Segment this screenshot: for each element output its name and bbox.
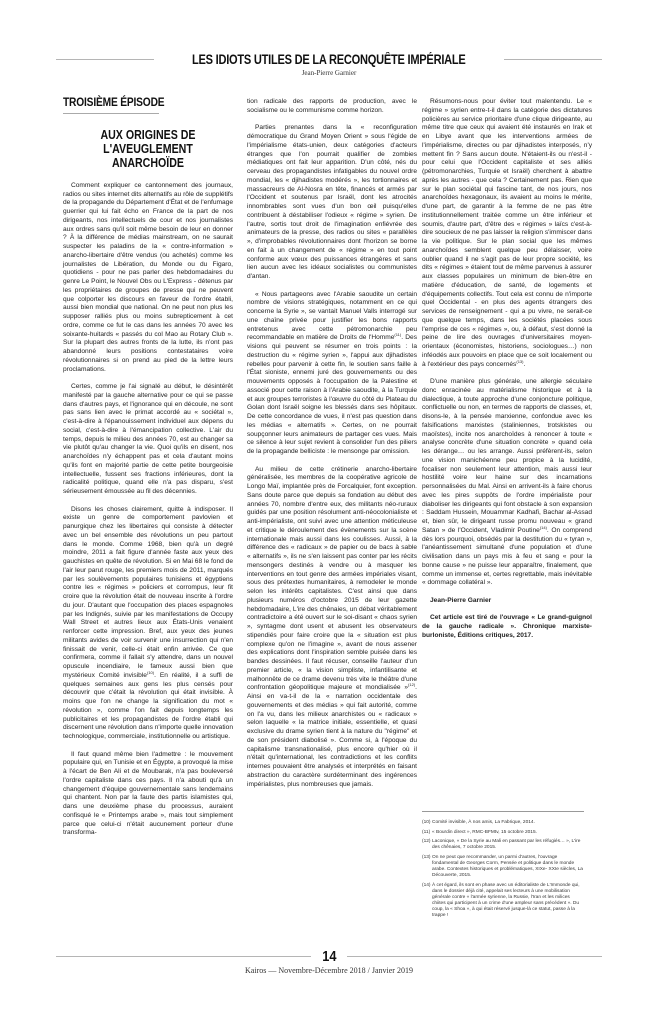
author-signature: Jean-Pierre Garnier [430, 596, 492, 604]
paragraph [422, 378, 592, 588]
episode-rule [63, 113, 159, 114]
article-title: LES IDIOTS UTILES DE LA RECONQUÊTE IMPÉRIALE [192, 52, 466, 67]
page-folio [56, 948, 602, 965]
paragraph-text: Résumons-nous pour éviter tout malentendu. Le « régime » syrien entre-t-il dans la catégorie des dictatures policières au service prioritaire d'une clique dirigeante, au même titre que ceux qui avaient été instaurés en Irak et en Libye avant que les interventions armées de l'impérialisme, directes ou par djihadistes interposés, n'y mettent fin ? Sans aucun doute. N'étaient-ils ou n'est-il - pour celui que l'Occident capitaliste et ses alliés (pétromonarchies, Turquie et Israël) cherchent à abattre après les autres - que cela ? Certainement pas. Rien que sur le plan sociétal qui fascine tant, de nos jours, nos anarchoïdes hexagonaux, ils avaient au moins le mérite, d'une part, de garantir à la femme de ne pas être institutionnellement traitée comme un être inférieur et soumis, d'autre part, d'être des « régimes » laïcs c'est-à-dire soucieux de ne pas laisser la religion s'immiscer dans la vie politique. Sur le plan social que les mêmes anarchoïdes semblent quelque peu délaisser, voire oublier quand il ne s'agit pas de leur propre société, les dits « régimes » étaient tout de même parvenus à assurer aux classes populaires un minimum de bien-être en matière d'éducation, de santé, de logements et d'équipements collectifs. Tout cela est connu de n'importe quel Occidental - en plus des agents étrangers des services de renseignement - qui a pu vivre, ne serait-ce que quelque temps, dans les sociétés placées sous l'emprise de ces « régimes », ou, à défaut, s'est donné la peine de lire des ouvrages d'universitaires moyen-orientaux (économistes, historiens, sociologues…) non inféodés aux pouvoirs en place que ce soit localement ou à l'extérieur des pays concernés [422, 98, 592, 368]
paragraph-text: « Nous partageons avec l'Arabie saoudite un certain nombre de visions stratégiques, notamment en ce qui concerne la Syrie », se vantait Manuel Valls interrogé sur une chaîne privée pour justifier les bons rapports entretenus avec cette pétromonarchie peu recommandable en matière de Droits de l'Homme [247, 290, 417, 342]
footnote-number: (10) [422, 820, 431, 825]
paragraph [247, 466, 417, 790]
header-rule-right [504, 59, 602, 60]
paragraph [422, 98, 592, 369]
paragraph-text: . Ainsi en va-t-il de la « narration occidentale des gouvernements et des médias » qui fait autorité, comme on l'a vu, dans les milieux anarchistes ou « radicaux » selon laquelle « la matrice initiale, essentielle, et quasi exclusive du drame syrien tient à la nature du "régime" et de son président diabolisé ». Comme si, à l'époque du capitalisme transnationalisé, plus encore qu'hier où il n'était qu'international, les contradictions et les conflits internes pouvaient être analysés et interprétés en faisant abstraction du caractère surdéterminant des ingérences impérialistes, plus nombreuses que jamais. [247, 684, 417, 788]
paragraph-text: D'une manière plus générale, une allergie séculaire donc enracinée au matérialisme historique et à la dialectique, à toute approche d'une conjoncture politique, conflictuelle ou non, en termes de rapports de classes, et, disons-le, à la pensée marxienne, confondue avec les falsifications marxistes (staliniennes, trotskistes ou maoïstes), incite nos anarchoïdes à renoncer à toute « analyse concrète d'une situation concrète » quand cela les dérange… ou les arrange. Aussi préfèrent-ils, selon une vision manichéenne peu propice à la lucidité, focaliser non seulement leur attention, mais aussi leur hostilité voire leur haine sur des incarnations personnalisées du Mal. Ainsi en arrivent-ils à faire chorus avec les pires suppôts de l'ordre impérialiste pour diaboliser les dirigeants qui font obstacle à son expansion : Saddam Hussein, Mouammar Kadhafi, Bachar al-Assad et, bien sûr, le dirigeant russe promu nouveau « grand Satan » de l'Occident, Vladimir Poutine [422, 378, 592, 534]
column-1 [63, 95, 233, 847]
paragraph [63, 506, 233, 742]
footnote-text: On ne peut que recommander, un parmi d'autres, l'ouvrage fondamental de Georges Corm, Pensée et politique dans le monde arabe. Contextes historiques et problématiques, XIXe- XXIe siècles, La Découverte, 2015. [432, 854, 583, 879]
article-author: Jean-Pierre Garnier [301, 69, 357, 77]
header-rule-left [56, 59, 154, 60]
footnote-number: (11) [422, 829, 431, 835]
footnotes [422, 811, 584, 923]
footnote-text: « Bourdin direct », RMC-BFMtv, 15 octobre 2015. [432, 829, 537, 835]
paragraph-text: . On comprend dès lors pourquoi, obsédés par la destitution du « tyran », l'anéantissement simultané d'une population et d'une civilisation dans un pays mis à feu et sang « pour la bonne cause » ne puisse leur apparaître, finalement, que comme un immense et, certes regrettable, mais inévitable « dommage collatéral ». [422, 526, 592, 587]
source-note: Cet article est tiré de l'ouvrage « Le grand-guignol de la gauche radicale ». Chronique marxiste-burloniste, Éditions critiques, 2017. [422, 614, 592, 639]
section-heading [76, 128, 221, 170]
footnote-text: Laconique, « De la Syrie au Mali en passant par les réfugiés… », L'ire des chênaies, 7 octobre 2015. [432, 839, 581, 851]
footnote-number: (13) [422, 854, 431, 860]
page-number: 14 [321, 948, 337, 965]
footnote [422, 830, 584, 836]
footnote-text: À cet égard, ils sont en phase avec un éditorialiste de L'Immonde qui, dans le dossier déjà cité, appelait ses lecteurs à une mobilisation générale contre « l'armée syrienne, la Russie, l'Iran et les milices chiites qui participent à un crime d'une ampleur sans précédent ». Du coup, la « Shoa », à qui était réservé jusque-là ce statut, passe à la trappe ! [432, 882, 580, 919]
footnote-number: (14) [422, 882, 431, 888]
article-header [56, 52, 602, 77]
paragraph: Certes, comme je l'ai signalé au début, le désintérêt manifesté par la gauche alternative pour ce qui se passe dans d'autres pays, et l'ignorance qui en découle, ne sont pas sans lien avec le primat accordé au « sociétal », c'est-à-dire à l'épanouissement individuel aux dépens du social, c'est-à-dire à l'émancipation collective. L'air du temps, depuis le milieu des années 70, est au changer sa vie plutôt qu'au changer la vie. Quoi qu'ils en disent, nos anarchoïdes n'y échappent pas et cela d'autant moins qu'ils font en majorité partie de cette petite bourgeoisie intellectuelle, fussent ses fractions inférieures, dont la radicalité politique, quand elle n'a pas disparu, s'est sérieusement émoussée au fil des décennies. [63, 383, 233, 495]
paragraph: Comment expliquer ce cantonnement des journaux, radios ou sites internet dits alternatifs au rôle de supplétifs de la propagande du Département d'État et de l'enfumage guerrier qui lui fait écho en France de la part de nos dirigeants, nos intellectuels de cour et nos journalistes aux ordres sans qu'il soit même besoin de leur en donner ? À la différence de médias mainstream, on ne saurait suspecter les paladins de la « contre-information » anarcho-libertaire d'être vendus (ou achetés) comme les journalistes de Libération, du Monde ou du Figaro, quotidiens - pour ne pas parler des hebdomadaires du genre Le Point, le Nouvel Obs ou L'Express - détenus par les propriétaires de groupes de presse qui ne peuvent que colporter les discours en faveur de l'ordre établi, aussi bien mondial que national. On ne peut non plus les supposer ralliés plus ou moins subrepticement à cet ordre, comme ce fut le cas dans les années 70 avec les soixante-huitards « passés du col Mao au Rotary Club ». Sur la plupart des autres fronts de la lutte, ils n'ont pas abandonné leurs positions contestataires voire révolutionnaires si on prend au pied de la lettre leurs proclamations. [63, 181, 233, 373]
footnote [422, 839, 584, 851]
column-3 [422, 98, 592, 649]
footnote-ref[interactable]: (12) [408, 682, 416, 688]
paragraph: tion radicale des rapports de production, avec le socialisme ou le communisme comme horizon. [247, 98, 417, 114]
paragraph-text: . Des visions qui peuvent se résumer en trois points : la destruction du « régime syrien », l'appui aux djihadistes rebelles pour parvenir à cette fin, le soutien sans faille à l'État sioniste, ennemi juré des gouvernements ou des mouvements opposés à l'occupation de la Palestine et associé pour cette raison à l'Arabie saoudite, à la Turquie et aux groupes terroristes à l'œuvre du côté du Plateau du Golan dont Israël soigne les blessés dans ses hôpitaux. De cette concordance de vues, il n'est pas question dans les médias « alternatifs ». Certes, on ne pourrait soupçonner leurs animateurs de partager ces vues. Mais ce silence à leur sujet revient à consolider l'un des piliers de la propagande belliciste : le mensonge par omission. [247, 334, 417, 455]
paragraph-text: . En réalité, il a suffi de quelques semaines aux gens les plus censés pour découvrir que c'était la révolution qui était invisible. À moins que l'on ne change la signification du mot « révolution », comme l'on fait depuis longtemps les publicitaires et les propagandistes de l'ordre établi qui discernent une révolution dans n'importe quelle innovation technologique, commerciale, institutionnelle ou artistique. [63, 671, 233, 740]
paragraph-text: Disons les choses clairement, quitte à indisposer. Il existe un genre de comportement pavlovien et panurgique chez les libertaires qui consiste à détecter avec un bel ensemble des révolutions un peu partout dans le monde. Comme 1968, bien qu'à un degré moindre, 2011 a fait figure d'année faste aux yeux des gauchistes en quête de révolution. Si en Mai 68 le fond de l'air leur parut rouge, les premiers mois de 2011, marqués par les soulèvements populaires tunisiens et égyptiens contre les « régimes » policiers et corrompus, leur fit croire que la révolution était de nouveau inscrite à l'ordre du jour. D'autant que l'occupation des places espagnoles par les Indignés, suivie par les manifestations de Occupy Wall Street et autres lieux aux États-Unis venaient renforcer cette impression. Bref, aux yeux des jeunes militants avides de voir survenir une insurrection qui n'en finissait de venir, celle-ci était enfin arrivée. Ce que confirmera, comme il fallait s'y attendre, dans un nouvel opuscule incendiaire, le fameux aussi bien que mystérieux Comité invisible [63, 505, 233, 679]
footnote-text: Comité invisible, À nos amis, La Fabrique, 2014. [432, 820, 535, 825]
footnote-ref[interactable]: (10) [146, 669, 155, 675]
footnote [422, 855, 584, 879]
column-2 [247, 98, 417, 798]
episode-heading: TROISIÈME ÉPISODE [63, 95, 165, 109]
section-heading-line-2: L'AVEUGLEMENT ANARCHOÏDE [103, 141, 193, 170]
paragraph [247, 291, 417, 457]
footnote [422, 883, 584, 920]
footnote-number: (12) [422, 839, 431, 845]
section-heading-line-1: AUX ORIGINES DE [100, 127, 196, 142]
footnote-ref[interactable]: (11) [394, 332, 402, 338]
folio-rule-right [347, 956, 602, 957]
paragraph: Parties prenantes dans la « reconfiguration démocratique du Grand Moyen Orient » sous l'égide de l'impérialisme états-unien, deux catégories d'acteurs étranges que l'on pourrait qualifier de zombies médiatiques ont fait leur apparition. D'un côté, nés du cerveau des propagandistes infatigables du nouvel ordre mondial, les « djihadistes modérés », les tortionnaires et massacreurs de Al-Nosra en tête, financés et armés par l'Occident et soutenus par Israël, dont les atrocités innombrables sont vues d'un bon œil puisqu'elles contribuent à déstabiliser l'odieux « régime » syrien. De l'autre, sortis tout droit de l'imagination enfiévrée des animateurs de la presse, des radios ou sites « parallèles », d'improbables révolutionnaires dont l'horizon se borne en fait à un changement de « régime » en tout point conforme aux vœux des puissances étrangères et sans lien aucun avec les idéaux socialistes ou communistes d'antan. [247, 124, 417, 280]
paragraph-text: Au milieu de cette crétinerie anarcho-libertaire généralisée, les membres de la coopérative agricole de Longo Maï, implantée près de Forcalquier, font exception. Sans doute parce que depuis sa fondation au début des années 70, nombre d'entre eux, des militants néo-ruraux guidés par une position résolument anti-néocolonialiste et anti-impérialiste, ont suivi avec une attention méticuleuse et critique le déroulement des évènements sur la scène internationale mais aussi dans les coulisses. Aussi, à la différence des « radicaux » de papier ou de bacs à sable « alternatifs », ils ne s'en laissent pas conter par les récits mensongers destinés à vendre ou à masquer les interventions en tout genre des armées impériales visant, sous des prétextes humanitaires, à remodeler le monde selon les intérêts capitalistes. C'est ainsi que dans plusieurs numéros d'octobre 2015 de leur gazette hebdomadaire, L'ire des chênaies, un débat véritablement contradictoire a été ouvert sur le soi-disant « chaos syrien », syntagme dont usent et abusent les observateurs stipendiés pour faire croire que la « situation est plus complexe qu'on ne l'imagine », avant de nous assener des explications dont l'inspiration semble puisée dans les bandes dessinées. Il faut récuser, conseille l'auteur d'un premier article, « la vision simpliste, infantilisante et malhonnête de ce drame devenu très vite le théâtre d'une confrontation géopolitique majeure et mondialisée » [247, 465, 417, 692]
footnote-ref[interactable]: (14) [539, 524, 547, 530]
footnote [422, 820, 584, 826]
issue-line: Kairos — Novembre-Décembre 2018 / Janvier 2019 [245, 966, 413, 975]
paragraph: Il faut quand même bien l'admettre : le mouvement populaire qui, en Tunisie et en Égypte, a provoqué la mise à l'écart de Ben Ali et de Moubarak, n'a pas bouleversé l'ordre capitaliste dans ces pays. Il n'a abouti qu'à un changement d'équipe gouvernementale sans lendemains qui chantent. Non par la faute des partis islamistes qui, dans une deuxième phase du processus, auraient confisqué le « Printemps arabe », mais tout simplement parce que celui-ci n'était aucunement porteur d'une transforma- [63, 750, 233, 837]
header-title-row [56, 52, 602, 67]
folio-rule-left [56, 956, 311, 957]
paragraph-text: . [523, 360, 526, 368]
footnote-ref[interactable]: (13) [516, 358, 524, 364]
